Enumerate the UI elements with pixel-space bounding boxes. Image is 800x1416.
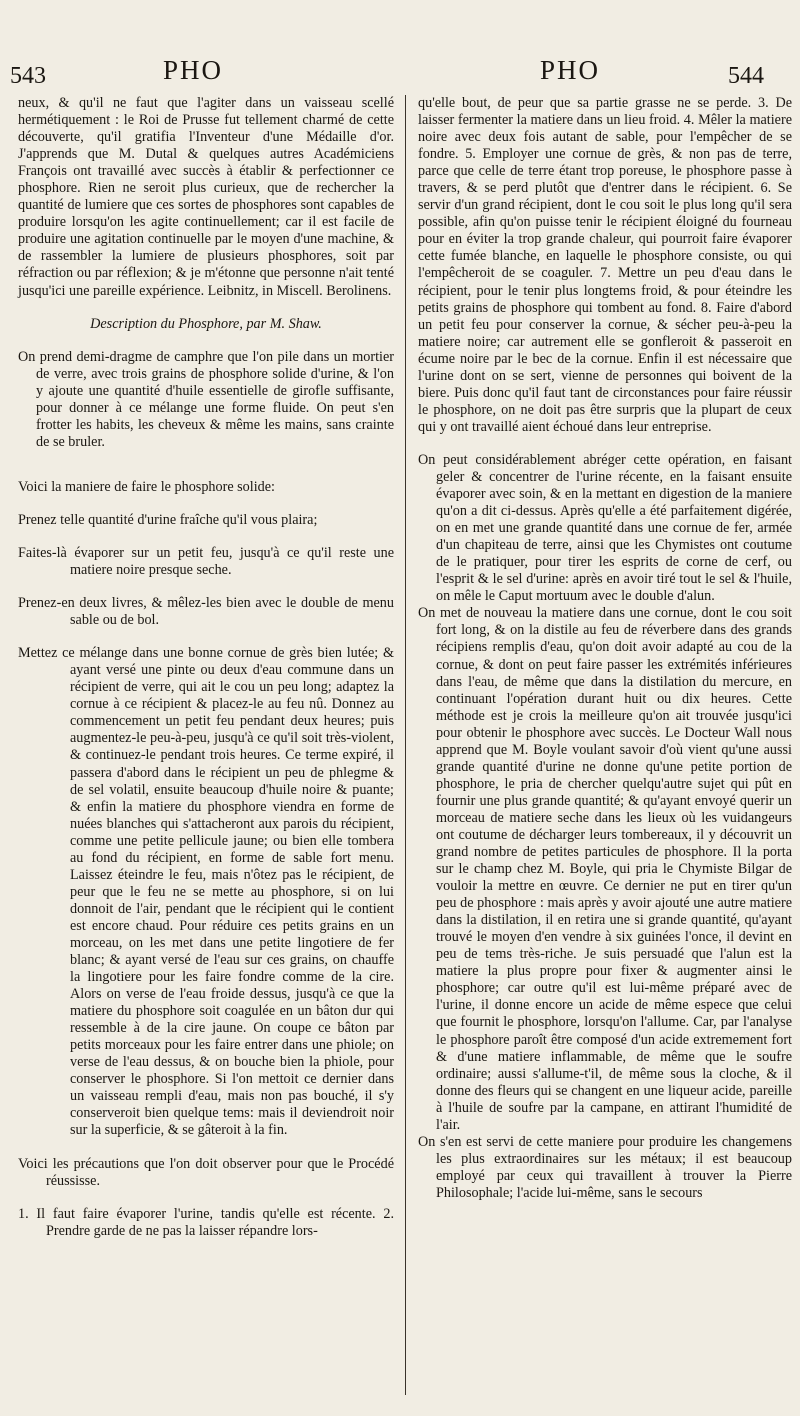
step-faites: Faites-là évaporer sur un petit feu, jusqu'à ce qu'il reste une matiere noire presque seche. xyxy=(18,544,394,579)
paragraph-abreger: On peut considérablement abréger cette opération, en faisant geler & concentrer de l'urine récente, en la faisant ensuite évaporer avec soin, & en la mettant en digestion de la maniere qu'on a dit ci-dessus. Après qu'elle a été parfaitement digérée, on en met une grande quantité dans une cornue de fer, armée d'un chapiteau de terre, ainsi que les Chymistes ont coutume de le pratiquer, pour tirer les esprits de corne de cerf, ou l'esprit & le sel d'urine: après en avoir tiré tout le sel & l'huile, on mêle le Caput mortuum avec le double d'alun. xyxy=(418,451,792,605)
left-page-number: 543 xyxy=(10,63,46,89)
right-page-number: 544 xyxy=(728,63,764,89)
column-divider xyxy=(405,95,406,1395)
paragraph-distilation: On met de nouveau la matiere dans une cornue, dont le cou soit fort long, & on la distile au feu de réverbere dans des grands récipiens remplis d'eau, qu'on doit avoir adapté au cou de la cornue, & dont on peut faire passer les extrémités inférieures dans l'eau, de même que dans la distilation du mercure, en continuant l'opération durant huit ou dix heures. Cette méthode est je crois la meilleure qu'on ait trouvée jusqu'ici pour obtenir le phosphore avec succès. Le Docteur Wall nous apprend que M. Boyle voulant savoir d'où vient qu'une aussi grande quantité d'urine ne donne qu'une petite portion de phosphore, le pria de chercher quelqu'autre sujet qui pût en fournir une plus grande quantité; & qu'ayant envoyé querir un morceau de matiere seche dans les lieux où les vuidangeurs ont coutume de décharger leurs tombereaux, il y découvrit un grand nombre de petites particules de phosphore. Il la porta sur le champ chez M. Boyle, qui pria le Chymiste Bilgar de vouloir la mettre en œuvre. Ce dernier ne put en tirer qu'un peu de phosphore : mais après y avoir ajouté une autre matiere dans la distilation, il en retira une si grande quantité, qu'ayant trouvé le moyen d'en vendre à six guinées l'once, il devint en peu de tems très-riche. Je suis persuadé que l'alun est la matiere la plus propre pour fixer & augmenter ainsi le phosphore; car outre qu'il est lui-même préparé avec de l'urine, il donne encore un acide de même espece que celui que fournit le phosphore, lorsqu'on l'allume. Car, par l'analyse le phosphore paroît être composé d'un acide extremement fort & d'une matiere inflammable, de même que le soufre ordinaire; aussi s'allume-t'il, de même sous la cloche, & il donne des fleurs qui se changent en une liqueur acide, pareille à l'huile de soufre par la campane, en attirant l'humidité de l'air. xyxy=(418,605,792,1133)
section-heading-shaw: Description du Phosphore, par M. Shaw. xyxy=(90,315,322,332)
paragraph-precaution-list: 1. Il faut faire évaporer l'urine, tandis qu'elle est récente. 2. Prendre garde de ne pas la laisser répandre lors- xyxy=(18,1205,394,1239)
paragraph-precautions-continued: qu'elle bout, de peur que sa partie grasse ne se perde. 3. De laisser fermenter la matiere dans un lieu froid. 4. Mêler la matiere noire avec deux fois autant de sable, pour l'empêcher de se fondre. 5. Employer une cornue de grès, & non pas de terre, parce que celle de terre étant trop poreuse, le phosphore passe à travers, & se perd plutôt que d'entrer dans le récipient. 6. Se servir d'un grand récipient, dont le cou soit le plus long qu'il sera possible, afin qu'on puisse tenir le récipient éloigné du fourneau pour en éviter la trop grande chaleur, qui pourroit faire évaporer cette fumée blanche, en laquelle le phosphore consiste, ou qui l'empêcheroit de se coaguler. 7. Mettre un peu d'eau dans le récipient, pour le tenir plus longtems froid, & pour éteindre les petits grains de phosphore qui tombent au fond. 8. Faire d'abord un petit feu pour conserver la cornue, & sécher peu-à-peu la matiere noire; car autrement elle se gonfleroit & passeroit en écume noire par le bec de la cornue. Enfin il est nécessaire que l'urine dont on se sert, vienne de personnes qui boivent de la biere. Puis donc qu'il faut tant de circonstances pour faire réussir le phosphore, on ne doit pas être surpris que la plupart de ceux qui y ont travaillé aient échoué dans leur entreprise. xyxy=(418,95,792,435)
step-mettez: Mettez ce mélange dans une bonne cornue de grès bien lutée; & ayant versé une pinte ou deux d'eau commune dans un récipient de verre, qui ait le cou un peu long; adaptez la cornue à ce récipient & placez-le au feu nû. Donnez au commencement un petit feu pendant deux heures; puis augmentez-le peu-à-peu, jusqu'à ce qu'il soit très-violent, & continuez-le pendant trois heures. Ce terme expiré, il passera d'abord dans le récipient un peu de phlegme & de sel volatil, ensuite beaucoup d'huile noire & puante; & enfin la matiere du phosphore viendra en forme de nuées blanches qui s'attacheront aux parois du récipient, comme une petite pellicule jaune; ou bien elle tombera au fond du récipient, en forme de sable fort menu. Laissez éteindre le feu, mais n'ôtez pas le récipient, de peur que le feu ne se mette au phosphore, si on lui donnoit de l'air, pendant que le récipient qui le contient est encore chaud. Pour réduire ces petits grains en un morceau, on les met dans une petite lingotiere de fer blanc; & ayant versé de l'eau sur ces grains, on chauffe la lingotiere pour les faire fondre comme de la cire. Alors on verse de l'eau froide dessus, jusqu'à ce que la matiere du phosphore soit coagulée en un bâton dur qui ressemble à de la cire jaune. On coupe ce bâton par petits morceaux pour les faire entrer dans une phiole; on verse de l'eau dessus, & on bouche bien la phiole, pour conserver le phosphore. Si l'on mettoit ce dernier dans un vaisseau rempli d'eau, mais non pas bouché, il s'y conserveroit bien quelque tems: mais il deviendroit noir sur la superficie, & se gâteroit à la fin. xyxy=(18,645,394,1139)
paragraph-leibnitz-quote: neux, & qu'il ne faut que l'agiter dans un vaisseau scellé hermétiquement : le Roi de Prusse fut tellement charmé de cette découverte, qu'il gratifia l'Inventeur d'une Médaille d'or. J'apprends que M. Dutal & quelques autres Académiciens François ont travaillé avec succès à établir & perfectionner ce phosphore. Rien ne seroit plus curieux, que de rechercher la quantité de lumiere que ces sortes de phosphores sont capables de produire lorsqu'on les agite continuellement; car il est facile de produire une agitation continuelle par le moyen d'une machine, & de rassembler la lumiere de plusieurs phosphores, soit par réfraction ou par réflexion; & je m'étonne que personne n'ait tenté jusqu'ici une pareille expérience. Leibnitz, in Miscell. Berolinens. xyxy=(18,95,394,299)
left-column xyxy=(18,95,394,1240)
right-running-head: PHO xyxy=(540,55,601,85)
paragraph-camphre: On prend demi-dragme de camphre que l'on pile dans un mortier de verre, avec trois grains de phosphore solide d'urine, & l'on y ajoute une quantité d'huile essentielle de girofle suffisante, pour donner à ce mélange une forme fluide. On peut s'en frotter les habits, les cheveux & même les mains, sans crainte de se bruler. xyxy=(18,348,394,450)
paragraph-precautions: Voici les précautions que l'on doit observer pour que le Procédé réussisse. xyxy=(18,1155,394,1189)
step-prenez: Prenez telle quantité d'urine fraîche qu'il vous plaira; xyxy=(18,511,318,528)
paragraph-maniere: Voici la maniere de faire le phosphore solide: xyxy=(18,478,275,495)
left-running-head: PHO xyxy=(163,55,224,85)
step-prenez-en: Prenez-en deux livres, & mêlez-les bien avec le double de menu sable ou de bol. xyxy=(18,595,394,629)
right-column xyxy=(418,95,792,1202)
paragraph-metaux: On s'en est servi de cette maniere pour produire les changemens les plus extraordinaires sur les métaux; il est beaucoup employé par ceux qui travaillent à trouver la Pierre Philosophale; l'acide lui-même, sans le secours xyxy=(418,1133,792,1201)
